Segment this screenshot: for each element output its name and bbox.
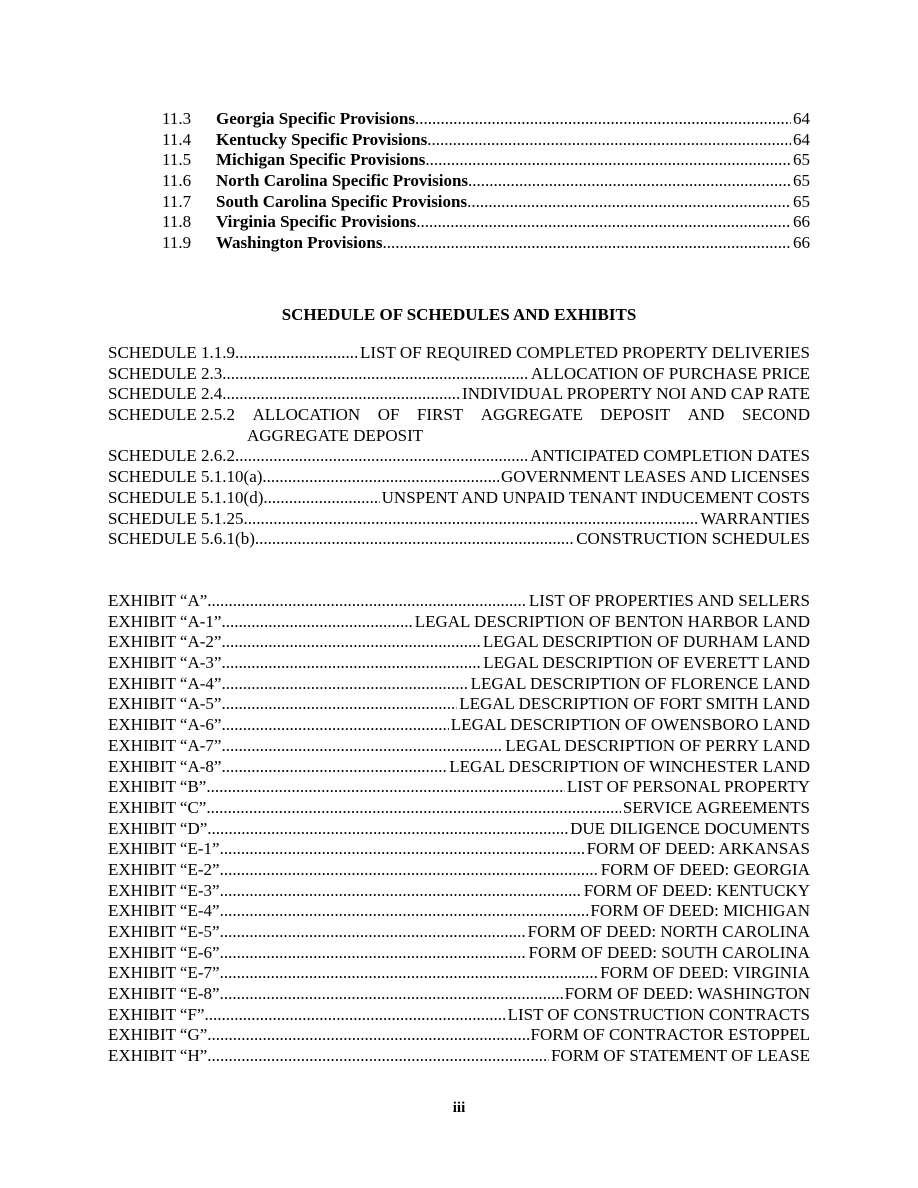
leader-dots	[221, 757, 447, 778]
exhibit-entry[interactable]	[108, 715, 810, 736]
leader-dots	[222, 384, 460, 405]
exhibit-label: EXHIBIT “E-1”	[108, 839, 220, 859]
exhibit-label: EXHIBIT “C”	[108, 797, 207, 817]
exhibit-label: EXHIBIT “E-7”	[108, 963, 220, 983]
exhibit-entry[interactable]	[108, 798, 810, 819]
toc-entry[interactable]	[162, 233, 810, 254]
leader-dots	[207, 591, 527, 612]
leader-dots	[207, 819, 568, 840]
leader-dots	[235, 343, 358, 364]
leader-dots	[206, 798, 621, 819]
leader-dots	[221, 632, 480, 653]
schedule-label: SCHEDULE 1.1.9	[108, 343, 236, 362]
toc-section-title: Kentucky Specific Provisions	[216, 129, 428, 149]
schedule-label: SCHEDULE 5.1.10(d)	[108, 487, 264, 507]
exhibit-label: EXHIBIT “A-4”	[108, 673, 222, 693]
toc-page-number: 64	[793, 129, 810, 149]
exhibit-label: EXHIBIT “E-6”	[108, 942, 220, 962]
exhibit-description: SERVICE AGREEMENTS	[622, 797, 810, 817]
page-number: iii	[452, 1100, 466, 1116]
toc-leader-dots	[382, 233, 791, 254]
schedule-label: SCHEDULE 5.1.10(a)	[108, 467, 263, 487]
exhibit-entry[interactable]	[108, 632, 810, 653]
schedule-description: INDIVIDUAL PROPERTY NOI AND CAP RATE	[462, 384, 810, 404]
schedule-entry[interactable]	[108, 364, 810, 385]
schedule-description: ALLOCATION OF PURCHASE PRICE	[530, 363, 810, 383]
leader-dots	[207, 1046, 549, 1067]
schedules-list	[108, 343, 810, 550]
schedule-entry[interactable]	[108, 467, 810, 488]
toc-entry[interactable]	[162, 171, 810, 192]
exhibit-label: EXHIBIT “E-5”	[108, 922, 220, 941]
toc-section-number: 11.6	[162, 171, 192, 191]
exhibit-label: EXHIBIT “B”	[108, 777, 207, 797]
exhibit-description: FORM OF DEED: ARKANSAS	[586, 839, 810, 859]
exhibit-description: LIST OF PROPERTIES AND SELLERS	[528, 591, 810, 610]
schedule-entry[interactable]	[108, 343, 810, 364]
schedule-entry[interactable]	[108, 488, 810, 509]
schedule-label: SCHEDULE 2.3	[108, 363, 223, 383]
exhibit-entry[interactable]	[108, 736, 810, 757]
schedule-description: LIST OF REQUIRED COMPLETED PROPERTY DELIVERIES	[360, 343, 810, 362]
leader-dots	[220, 881, 582, 902]
toc-page-number: 64	[793, 109, 810, 128]
schedules-heading: SCHEDULE OF SCHEDULES AND EXHIBITS	[281, 305, 637, 324]
exhibit-description: LEGAL DESCRIPTION OF WINCHESTER LAND	[449, 756, 810, 776]
toc-section-title: Washington Provisions	[216, 233, 383, 253]
schedule-description-word: SECOND	[741, 405, 810, 425]
exhibit-label: EXHIBIT “H”	[108, 1046, 208, 1066]
schedule-description-continuation: AGGREGATE DEPOSIT	[247, 425, 424, 445]
exhibit-entry[interactable]	[108, 963, 810, 984]
exhibit-description: LEGAL DESCRIPTION OF PERRY LAND	[505, 735, 810, 755]
schedule-label: SCHEDULE 2.6.2	[108, 446, 236, 466]
exhibit-description: LEGAL DESCRIPTION OF BENTON HARBOR LAND	[414, 611, 810, 631]
schedule-entry[interactable]	[108, 405, 810, 426]
toc-page-number: 65	[793, 171, 810, 191]
exhibit-label: EXHIBIT “D”	[108, 818, 208, 838]
exhibit-label: EXHIBIT “A-5”	[108, 694, 222, 714]
toc-section-number: 11.4	[162, 129, 192, 149]
schedule-description-word: DEPOSIT	[600, 405, 671, 425]
leader-dots	[263, 488, 379, 509]
schedule-entry[interactable]	[108, 446, 810, 467]
toc-section-number: 11.8	[162, 212, 192, 232]
toc-entry[interactable]	[162, 212, 810, 233]
exhibit-entry[interactable]	[108, 1046, 810, 1067]
leader-dots	[221, 694, 457, 715]
exhibit-description: DUE DILIGENCE DOCUMENTS	[570, 818, 810, 838]
leader-dots	[221, 674, 468, 695]
exhibit-description: LEGAL DESCRIPTION OF EVERETT LAND	[483, 653, 810, 673]
exhibit-entry[interactable]	[108, 757, 810, 778]
exhibit-entry[interactable]	[108, 674, 810, 695]
schedule-description: GOVERNMENT LEASES AND LICENSES	[500, 467, 810, 487]
exhibit-description: LIST OF PERSONAL PROPERTY	[566, 777, 810, 797]
exhibit-entry[interactable]	[108, 819, 810, 840]
exhibit-description: FORM OF CONTRACTOR ESTOPPEL	[530, 1025, 810, 1045]
leader-dots	[255, 529, 574, 550]
exhibit-entry[interactable]	[108, 984, 810, 1005]
exhibit-entry[interactable]	[108, 839, 810, 860]
leader-dots	[244, 509, 699, 530]
exhibit-description: LEGAL DESCRIPTION OF FLORENCE LAND	[470, 673, 810, 693]
exhibit-entry[interactable]	[108, 1025, 810, 1046]
exhibit-description: FORM OF DEED: SOUTH CAROLINA	[528, 942, 810, 962]
toc-section-number: 11.9	[162, 233, 192, 253]
schedule-label: SCHEDULE 2.4	[108, 384, 223, 404]
leader-dots	[220, 943, 527, 964]
schedule-description: CONSTRUCTION SCHEDULES	[576, 529, 810, 549]
schedule-entry[interactable]	[108, 384, 810, 405]
toc-leader-dots	[427, 130, 791, 151]
exhibit-label: EXHIBIT “E-4”	[108, 901, 220, 921]
exhibit-entry[interactable]	[108, 591, 810, 612]
toc-section-number: 11.7	[162, 191, 192, 211]
toc-section-title: Georgia Specific Provisions	[216, 109, 415, 128]
exhibit-entry[interactable]	[108, 653, 810, 674]
exhibit-entry[interactable]	[108, 777, 810, 798]
exhibit-entry[interactable]	[108, 901, 810, 922]
exhibit-entry[interactable]	[108, 922, 810, 943]
exhibit-description: LEGAL DESCRIPTION OF OWENSBORO LAND	[450, 715, 810, 735]
toc-leader-dots	[425, 150, 791, 171]
toc-section-title: Virginia Specific Provisions	[216, 212, 417, 232]
exhibits-list	[108, 591, 810, 1067]
exhibit-description: FORM OF DEED: KENTUCKY	[583, 880, 810, 900]
toc-page-number: 66	[793, 212, 810, 232]
exhibit-description: FORM OF DEED: VIRGINIA	[600, 963, 810, 983]
leader-dots	[222, 364, 529, 385]
exhibit-label: EXHIBIT “F”	[108, 1004, 205, 1024]
leader-dots	[220, 984, 563, 1005]
schedule-description-word: OF	[377, 405, 400, 425]
exhibit-label: EXHIBIT “E-3”	[108, 880, 220, 900]
schedule-label: SCHEDULE 5.1.25	[108, 508, 244, 528]
toc-section-title: North Carolina Specific Provisions	[216, 171, 469, 191]
leader-dots	[221, 736, 503, 757]
schedule-description: UNSPENT AND UNPAID TENANT INDUCEMENT COSTS	[381, 487, 810, 507]
toc-section-number: 11.3	[162, 109, 192, 128]
exhibit-label: EXHIBIT “G”	[108, 1025, 208, 1045]
leader-dots	[220, 839, 585, 860]
leader-dots	[221, 653, 481, 674]
exhibit-description: FORM OF DEED: GEORGIA	[600, 859, 810, 879]
exhibit-entry[interactable]	[108, 881, 810, 902]
toc-entry[interactable]	[162, 150, 810, 171]
toc-leader-dots	[415, 109, 791, 130]
schedule-description-word: AGGREGATE	[480, 405, 583, 425]
toc-section-number: 11.5	[162, 150, 192, 170]
exhibit-label: EXHIBIT “A-1”	[108, 611, 222, 631]
exhibit-label: EXHIBIT “E-2”	[108, 859, 220, 879]
toc-entry[interactable]	[162, 130, 810, 151]
leader-dots	[220, 860, 599, 881]
toc-leader-dots	[467, 192, 791, 213]
leader-dots	[220, 901, 589, 922]
exhibit-label: EXHIBIT “A-8”	[108, 756, 222, 776]
leader-dots	[221, 715, 448, 736]
exhibit-label: EXHIBIT “A-3”	[108, 653, 222, 673]
leader-dots	[221, 612, 412, 633]
exhibit-label: EXHIBIT “A-2”	[108, 632, 222, 652]
toc-section-title: Michigan Specific Provisions	[216, 150, 426, 170]
toc-page-number: 65	[793, 191, 810, 211]
exhibit-description: FORM OF DEED: MICHIGAN	[590, 901, 810, 921]
toc-section-title: South Carolina Specific Provisions	[216, 191, 468, 211]
schedule-description-word: ALLOCATION	[252, 405, 361, 425]
toc-entry[interactable]	[162, 109, 810, 130]
leader-dots	[220, 963, 599, 984]
exhibit-description: FORM OF DEED: WASHINGTON	[564, 984, 810, 1004]
schedule-entry[interactable]	[108, 529, 810, 550]
schedule-description: ANTICIPATED COMPLETION DATES	[530, 446, 810, 466]
leader-dots	[220, 922, 526, 943]
exhibit-description: FORM OF DEED: NORTH CAROLINA	[527, 922, 810, 941]
schedule-description: WARRANTIES	[700, 508, 810, 528]
exhibit-label: EXHIBIT “E-8”	[108, 984, 220, 1004]
schedule-description-word: AND	[687, 405, 725, 425]
toc-page-number: 65	[793, 150, 810, 170]
exhibit-entry[interactable]	[108, 943, 810, 964]
exhibit-label: EXHIBIT “A”	[108, 591, 208, 610]
schedule-label: SCHEDULE 5.6.1(b)	[108, 529, 255, 549]
toc-page-number: 66	[793, 233, 810, 253]
schedule-label: SCHEDULE 2.5.2	[108, 405, 236, 425]
leader-dots	[235, 446, 528, 467]
exhibit-label: EXHIBIT “A-7”	[108, 735, 222, 755]
exhibit-entry[interactable]	[108, 694, 810, 715]
exhibit-entry[interactable]	[108, 1005, 810, 1026]
exhibit-entry[interactable]	[108, 612, 810, 633]
leader-dots	[262, 467, 499, 488]
schedule-description-word: FIRST	[416, 405, 464, 425]
exhibit-entry[interactable]	[108, 860, 810, 881]
exhibit-description: LIST OF CONSTRUCTION CONTRACTS	[507, 1004, 810, 1024]
exhibit-label: EXHIBIT “A-6”	[108, 715, 222, 735]
schedule-entry[interactable]	[108, 509, 810, 530]
exhibit-description: FORM OF STATEMENT OF LEASE	[550, 1046, 810, 1066]
toc-leader-dots	[468, 171, 791, 192]
exhibit-description: LEGAL DESCRIPTION OF DURHAM LAND	[482, 632, 810, 652]
toc-leader-dots	[416, 212, 791, 233]
toc-entry[interactable]	[162, 192, 810, 213]
leader-dots	[204, 1005, 505, 1026]
leader-dots	[207, 1025, 528, 1046]
toc-continuation	[162, 109, 810, 254]
leader-dots	[206, 777, 564, 798]
exhibit-description: LEGAL DESCRIPTION OF FORT SMITH LAND	[459, 694, 810, 714]
